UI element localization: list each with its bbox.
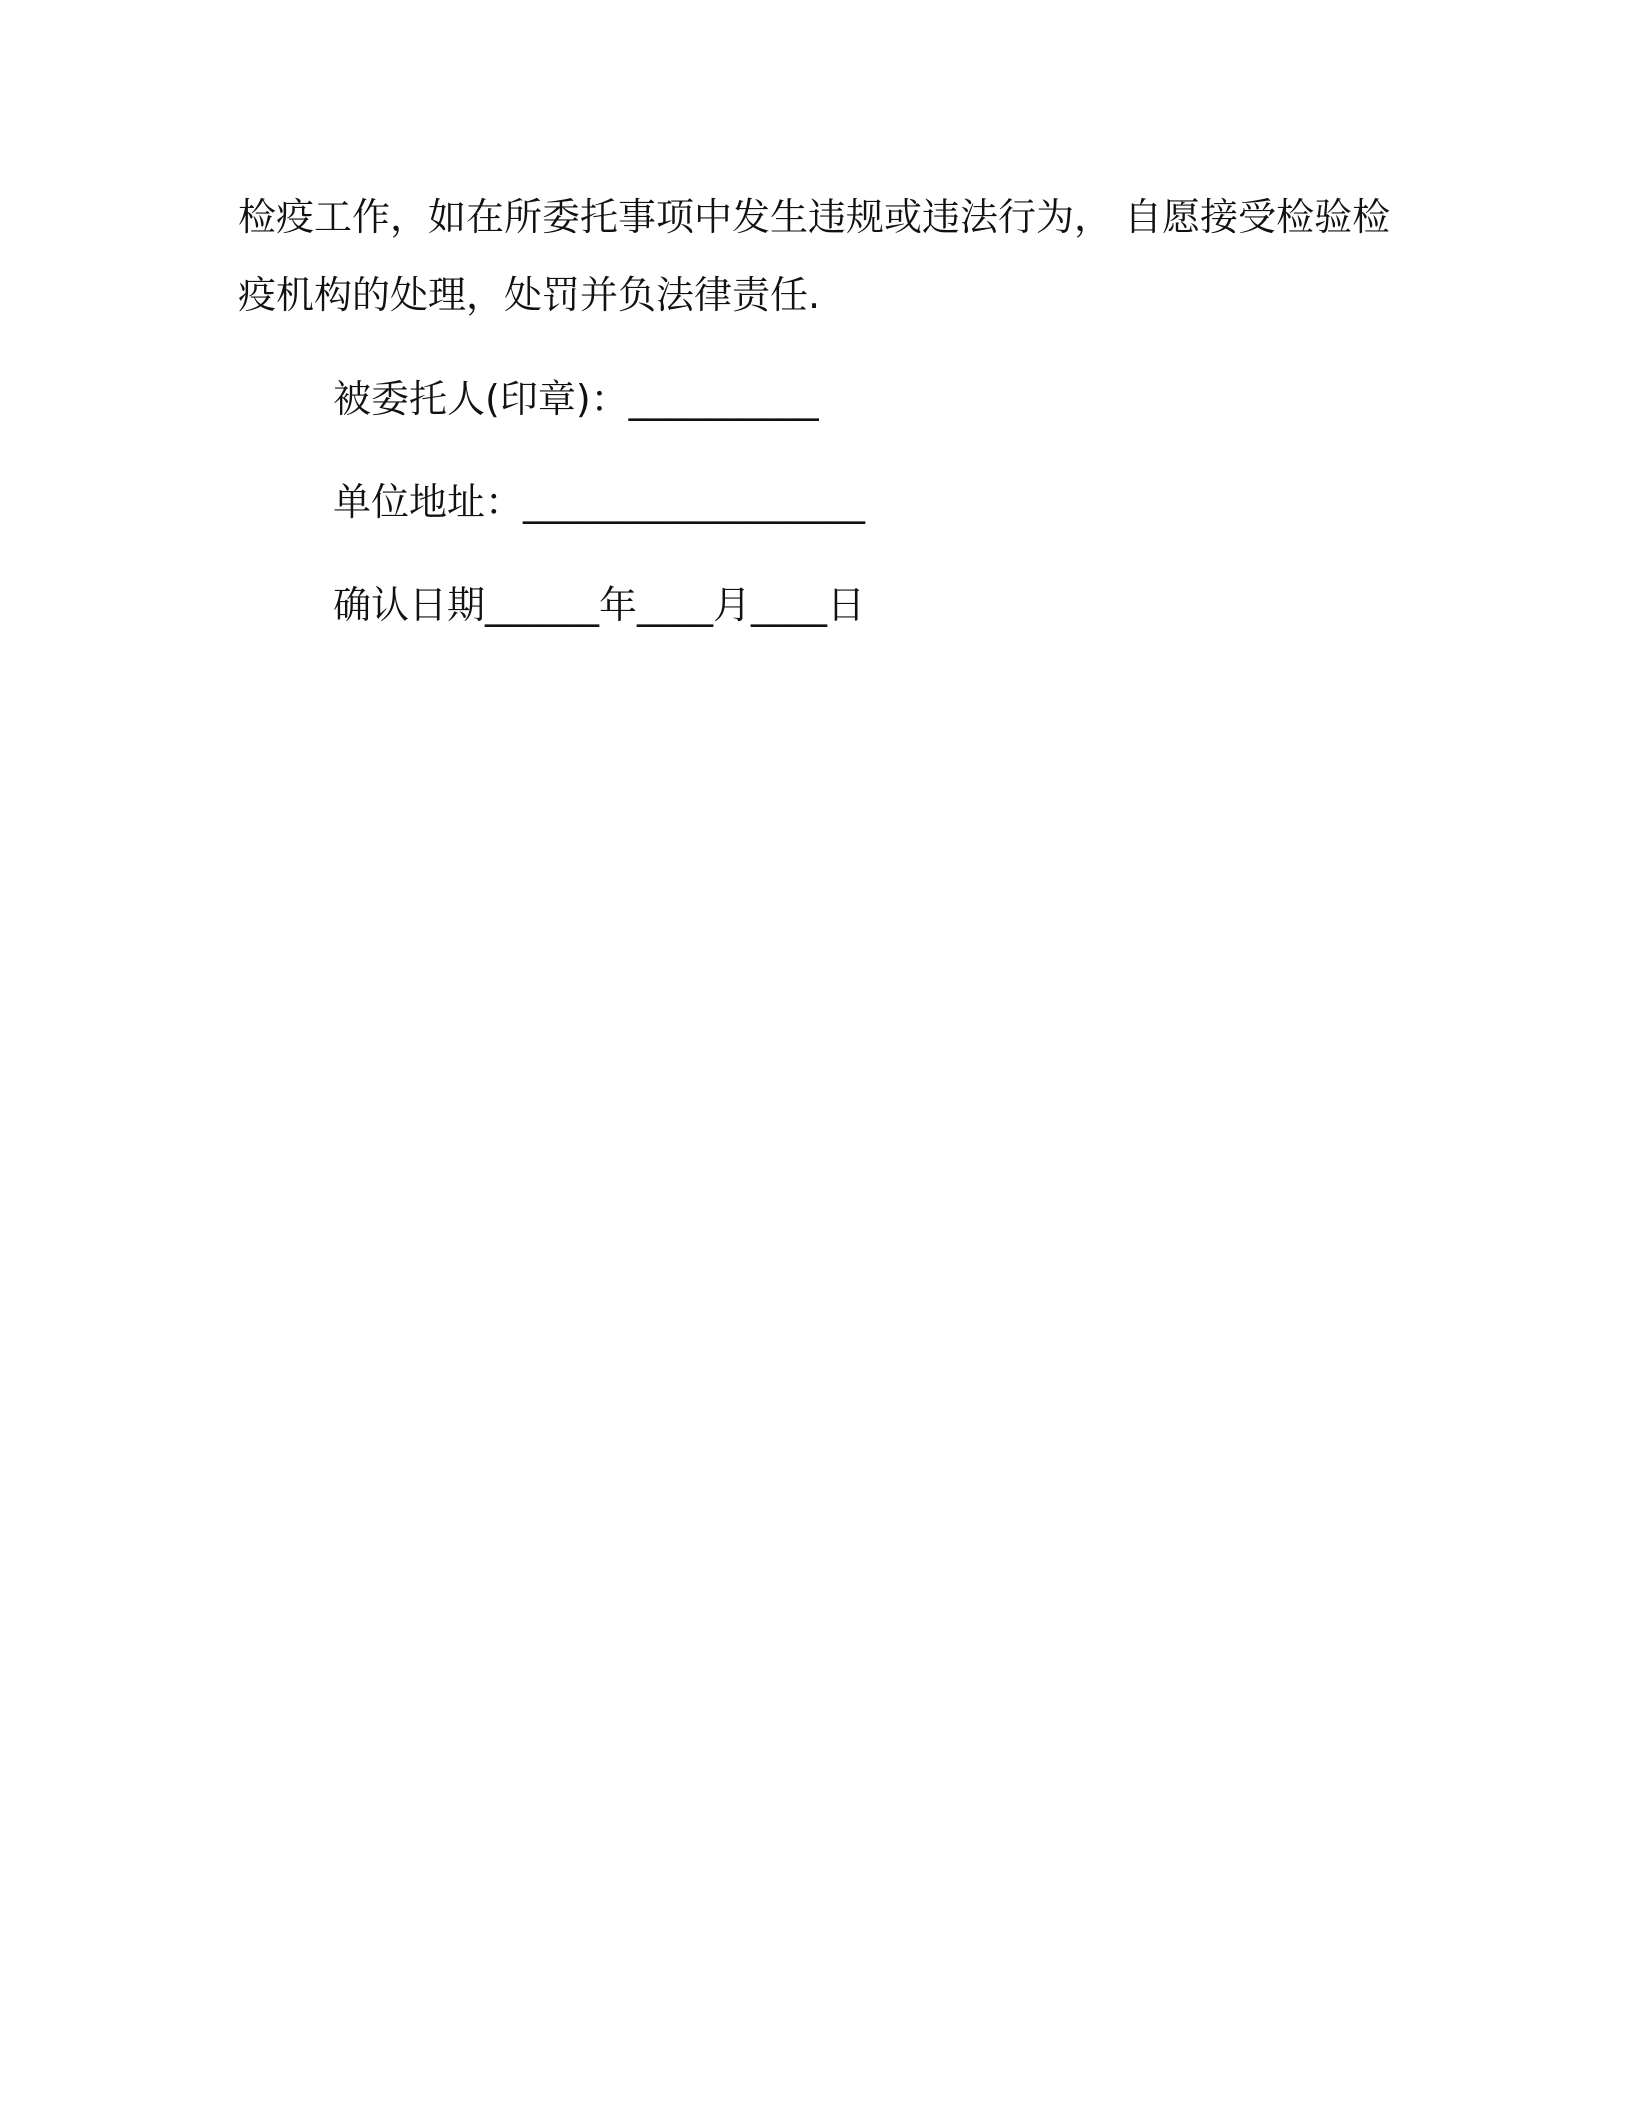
body-text-line-2: 疫机构的处理，处罚并负法律责任. (238, 273, 821, 317)
unit-address-field: 单位地址：__________________ (333, 480, 866, 524)
body-text-line-1: 检疫工作，如在所委托事项中发生违规或违法行为， 自愿接受检验检 (238, 195, 1391, 239)
confirm-date-field: 确认日期______年____月____日 (333, 583, 866, 627)
entrusted-party-field: 被委托人(印章)：__________ (333, 377, 819, 421)
